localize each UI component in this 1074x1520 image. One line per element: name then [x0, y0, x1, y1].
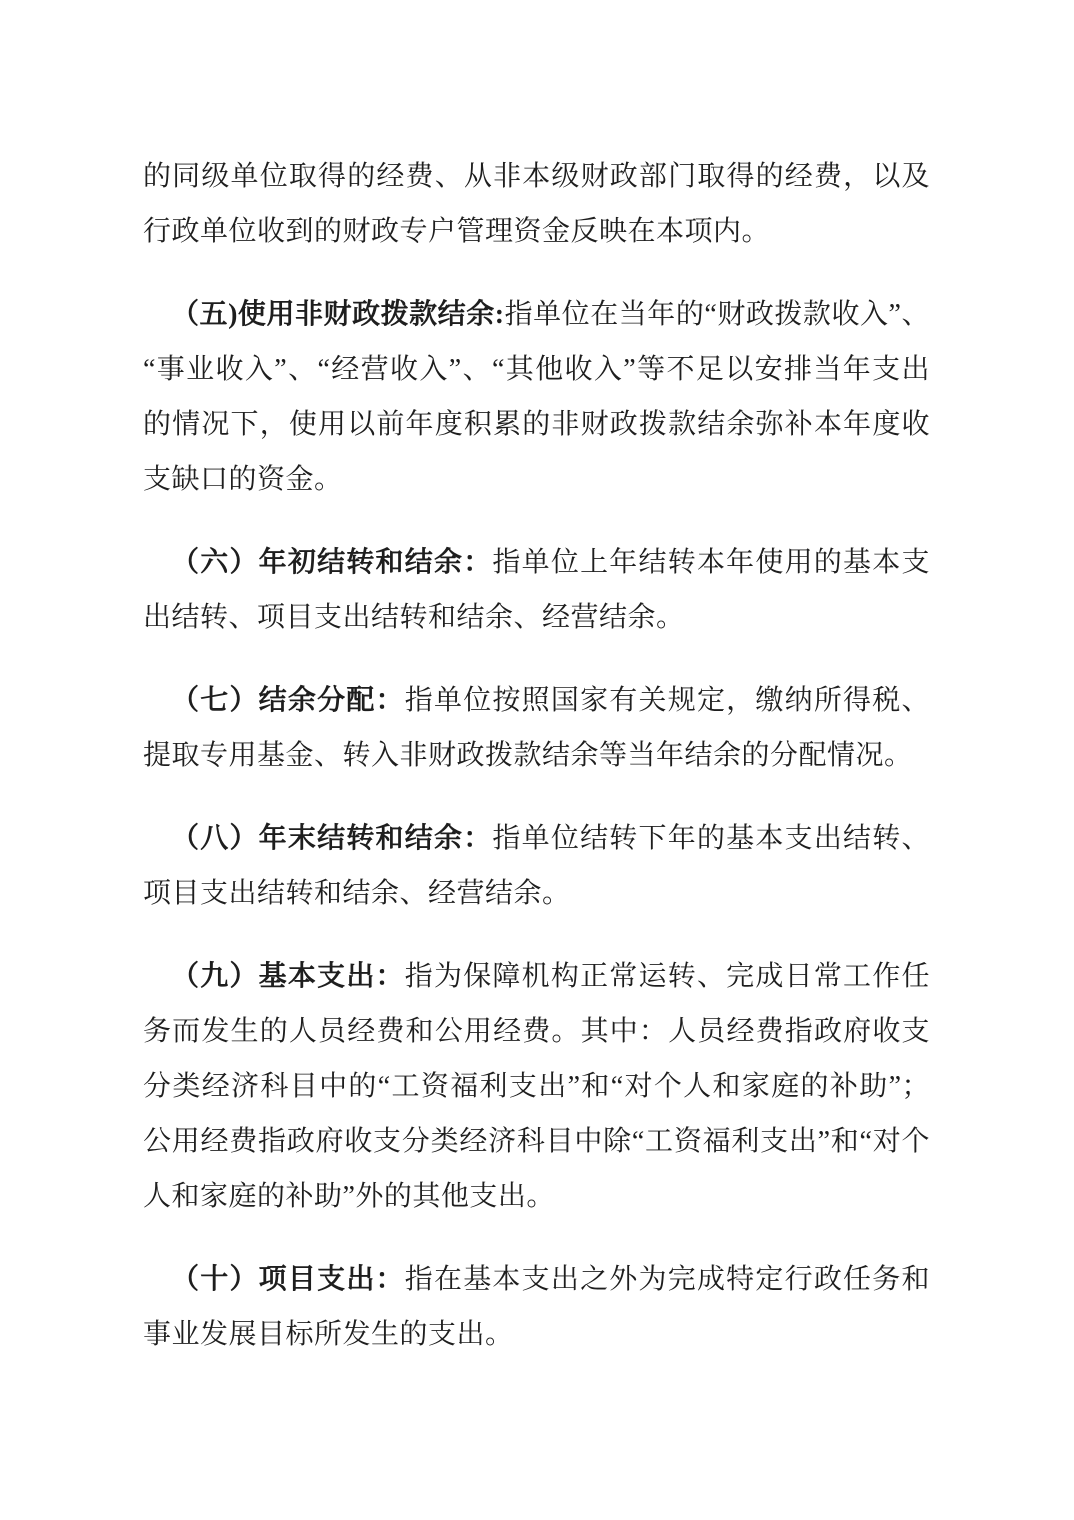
paragraph-definition-5	[143, 287, 930, 507]
paragraph-definition-7	[143, 673, 930, 783]
paragraph-definition-10	[143, 1252, 930, 1362]
paragraph-heading: （十）项目支出：	[171, 1264, 405, 1295]
paragraph-body: 的同级单位取得的经费、从非本级财政部门取得的经费，以及行政单位收到的财政专户管理资金反映在本项内。	[143, 161, 930, 247]
paragraph-definition-9	[143, 949, 930, 1224]
paragraph-heading: （八）年末结转和结余：	[171, 823, 493, 854]
paragraph-definition-8	[143, 811, 930, 921]
paragraph-body: 指在基本支出之外为完成特定行政任务和事业发展目标所发生的支出。	[143, 1264, 930, 1350]
paragraph-body: 指单位按照国家有关规定，缴纳所得税、提取专用基金、转入非财政拨款结余等当年结余的分配情况。	[143, 685, 930, 771]
paragraph-body: 指单位上年结转本年使用的基本支出结转、项目支出结转和结余、经营结余。	[143, 547, 930, 633]
paragraph-heading: （九）基本支出：	[171, 961, 405, 992]
paragraph-continuation	[143, 149, 930, 259]
paragraph-body: 指单位结转下年的基本支出结转、项目支出结转和结余、经营结余。	[143, 823, 930, 909]
paragraph-body: 指为保障机构正常运转、完成日常工作任务而发生的人员经费和公用经费。其中：人员经费指政府收支分类经济科目中的“工资福利支出”和“对个人和家庭的补助”；公用经费指政府收支分类经济科目中除“工资福利支出”和“对个人和家庭的补助”外的其他支出。	[143, 961, 930, 1212]
paragraph-heading: （七）结余分配：	[171, 685, 405, 716]
paragraph-body: 指单位在当年的“财政拨款收入”、“事业收入”、“经营收入”、“其他收入”等不足以安排当年支出的情况下，使用以前年度积累的非财政拨款结余弥补本年度收支缺口的资金。	[143, 299, 930, 495]
paragraph-heading: （五)使用非财政拨款结余:	[171, 299, 505, 330]
paragraph-heading: （六）年初结转和结余：	[171, 547, 493, 578]
paragraph-definition-6	[143, 535, 930, 645]
